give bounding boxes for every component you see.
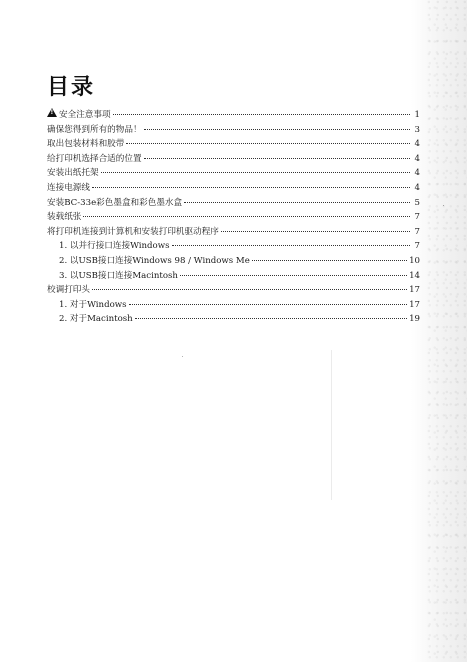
toc-entry-page: 4	[414, 182, 420, 193]
toc-entry-title: 连接电源线	[47, 182, 90, 193]
toc-entry-title: 给打印机选择合适的位置	[47, 153, 142, 164]
toc-entry-title: 安全注意事项	[59, 110, 111, 120]
toc-entry-page: 14	[409, 270, 420, 281]
toc-entry-choose-location[interactable]	[47, 152, 420, 167]
toc-leader-dots	[92, 289, 407, 290]
toc-entry-page: 10	[409, 255, 420, 266]
toc-entry-title: 1. 以并行接口连接Windows	[59, 241, 170, 252]
toc-entry-title: 装载纸张	[47, 212, 82, 223]
toc-leader-dots	[101, 172, 410, 173]
toc-entry-page: 4	[414, 168, 420, 179]
toc-leader-dots	[144, 158, 410, 159]
scan-edge-noise	[427, 0, 467, 662]
scan-speck	[443, 205, 444, 206]
toc-leader-dots	[92, 187, 410, 188]
toc-entry-paper-output-tray[interactable]	[47, 166, 420, 181]
toc-entry-align-print-head[interactable]	[47, 283, 420, 298]
toc-subentry-usb-windows[interactable]	[47, 254, 420, 269]
toc-entry-page: 17	[409, 299, 420, 310]
scan-artifact-line	[331, 350, 332, 500]
toc-entry-page: 7	[414, 226, 420, 237]
toc-leader-dots	[184, 202, 410, 203]
toc-leader-dots	[252, 260, 407, 261]
toc-entry-title: 将打印机连接到计算机和安装打印机驱动程序	[47, 226, 219, 237]
toc-subentry-align-windows[interactable]	[47, 298, 420, 313]
toc-entry-page: 4	[414, 139, 420, 150]
toc-entry-page: 3	[414, 124, 420, 135]
scan-speck	[182, 356, 183, 357]
toc-leader-dots	[172, 245, 411, 246]
toc-entry-power-cord[interactable]	[47, 181, 420, 196]
toc-leader-dots	[113, 114, 410, 115]
toc-entry-ink-cartridge[interactable]	[47, 196, 420, 211]
toc-subentry-align-macintosh[interactable]	[47, 312, 420, 327]
toc-leader-dots	[129, 304, 408, 305]
toc-leader-dots	[135, 318, 407, 319]
toc-entry-title: 取出包装材料和胶带	[47, 139, 125, 150]
toc-entry-connect-install-driver[interactable]	[47, 225, 420, 240]
toc-entry-title: 安装出纸托架	[47, 168, 99, 179]
toc-entry-page: 5	[414, 197, 420, 208]
toc-entry-remove-packing[interactable]	[47, 137, 420, 152]
toc-entry-page: 1	[414, 110, 420, 120]
toc-entry-title: 确保您得到所有的物品！	[47, 124, 142, 135]
toc-entry-load-paper[interactable]	[47, 210, 420, 225]
toc-entry-page: 4	[414, 153, 420, 164]
table-of-contents	[47, 108, 420, 327]
toc-entry-title: 1. 对于Windows	[59, 299, 127, 310]
toc-leader-dots	[126, 143, 410, 144]
warning-icon	[47, 108, 57, 117]
toc-entry-page: 19	[409, 314, 420, 325]
page-title: 目录	[47, 75, 96, 100]
toc-entry-page: 7	[414, 212, 420, 223]
toc-entry-page: 7	[414, 241, 420, 252]
toc-entry-title: 安装BC-33e彩色墨盒和彩色墨水盒	[47, 197, 183, 208]
toc-leader-dots	[180, 275, 407, 276]
toc-entry-page: 17	[409, 285, 420, 296]
toc-subentry-parallel-windows[interactable]	[47, 239, 420, 254]
toc-entry-title: 校调打印头	[47, 285, 90, 296]
toc-entry-contents-check[interactable]	[47, 123, 420, 138]
toc-subentry-usb-macintosh[interactable]	[47, 269, 420, 284]
toc-entry-title: 2. 对于Macintosh	[59, 314, 133, 325]
toc-entry-title: 2. 以USB接口连接Windows 98 / Windows Me	[59, 255, 250, 266]
toc-leader-dots	[144, 129, 410, 130]
toc-leader-dots	[221, 231, 410, 232]
toc-entry-safety[interactable]	[47, 108, 420, 123]
toc-entry-title: 3. 以USB接口连接Macintosh	[59, 270, 178, 281]
toc-leader-dots	[83, 216, 410, 217]
